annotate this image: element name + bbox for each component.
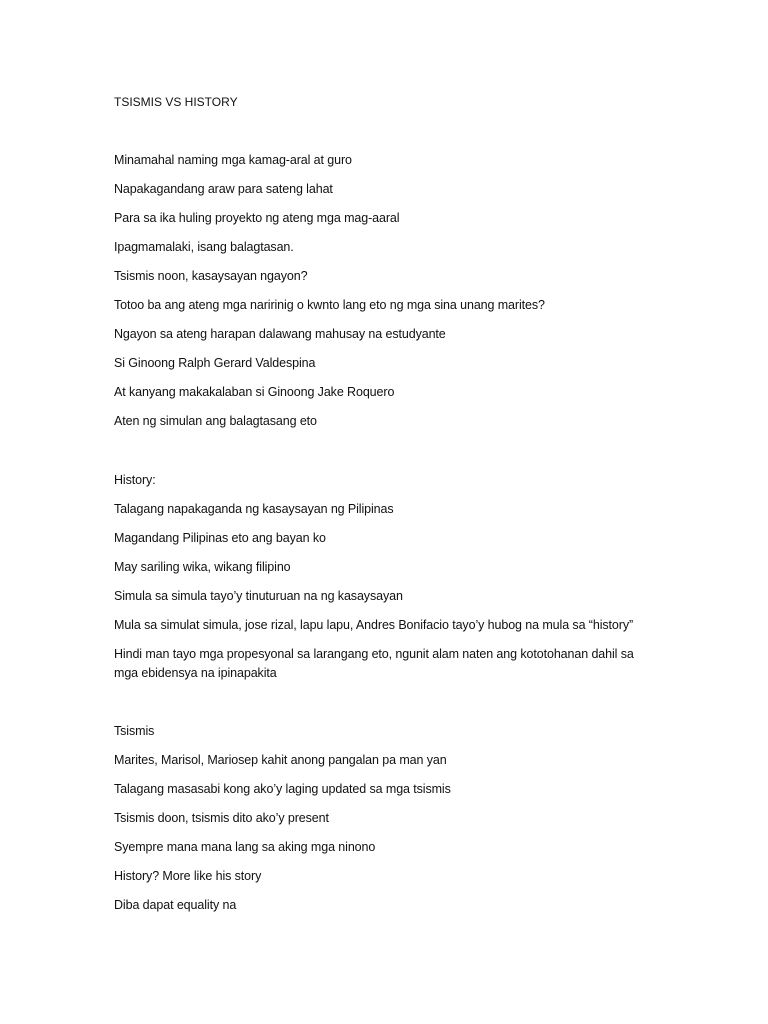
history-line-7: mga ebidensya na ipinapakita [114,666,277,680]
history-line-1: Talagang napakaganda ng kasaysayan ng Pilipinas [114,502,394,516]
tsismis-heading: Tsismis [114,724,155,738]
intro-line-10: Aten ng simulan ang balagtasang eto [114,414,317,428]
tsismis-line-5: History? More like his story [114,869,262,883]
history-line-5: Mula sa simulat simula, jose rizal, lapu lapu, Andres Bonifacio tayo’y hubog na mula sa “history” [114,618,634,632]
tsismis-line-2: Talagang masasabi kong ako’y laging updated sa mga tsismis [114,782,451,796]
history-line-4: Simula sa simula tayo’y tinuturuan na ng kasaysayan [114,589,403,603]
history-line-6: Hindi man tayo mga propesyonal sa larangang eto, ngunit alam naten ang kototohanan dahil sa [114,647,634,661]
history-line-2: Magandang Pilipinas eto ang bayan ko [114,531,326,545]
intro-line-9: At kanyang makakalaban si Ginoong Jake Roquero [114,385,395,399]
history-heading: History: [114,473,156,487]
intro-line-7: Ngayon sa ateng harapan dalawang mahusay na estudyante [114,327,446,341]
tsismis-line-6: Diba dapat equality na [114,898,237,912]
tsismis-line-4: Syempre mana mana lang sa aking mga ninono [114,840,376,854]
document-title: TSISMIS VS HISTORY [114,95,238,109]
intro-line-2: Napakagandang araw para sateng lahat [114,182,333,196]
tsismis-line-1: Marites, Marisol, Mariosep kahit anong pangalan pa man yan [114,753,447,767]
history-line-3: May sariling wika, wikang filipino [114,560,291,574]
intro-line-3: Para sa ika huling proyekto ng ateng mga mag-aaral [114,211,400,225]
intro-line-5: Tsismis noon, kasaysayan ngayon? [114,269,308,283]
tsismis-line-3: Tsismis doon, tsismis dito ako’y present [114,811,329,825]
intro-line-8: Si Ginoong Ralph Gerard Valdespina [114,356,316,370]
intro-line-6: Totoo ba ang ateng mga naririnig o kwnto lang eto ng mga sina unang marites? [114,298,545,312]
intro-line-1: Minamahal naming mga kamag-aral at guro [114,153,352,167]
intro-line-4: Ipagmamalaki, isang balagtasan. [114,240,294,254]
